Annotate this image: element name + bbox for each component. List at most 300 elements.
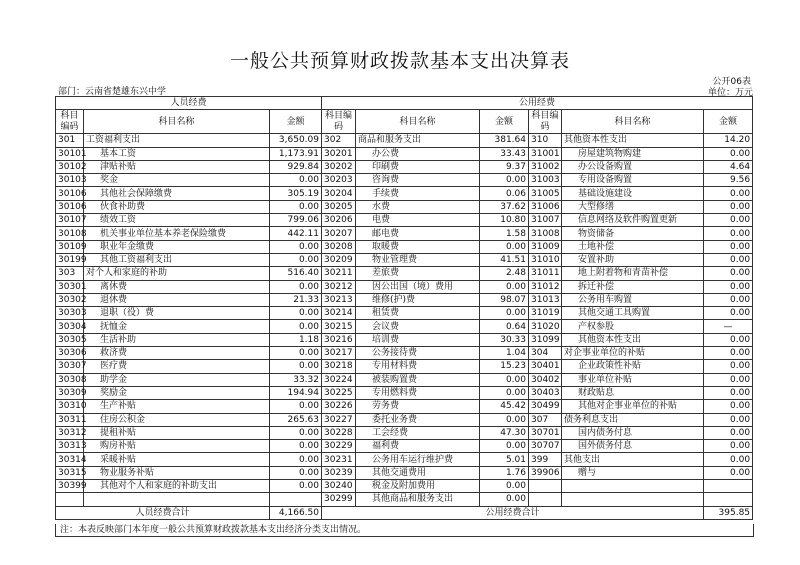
col-amount: 金额 (704, 110, 753, 134)
amount-cell: 0.00 (704, 360, 753, 373)
code-cell: 31012 (529, 280, 562, 293)
amount-cell: 45.42 (480, 400, 529, 413)
code-cell: 310 (529, 134, 562, 147)
name-cell: 其他商品和服务支出 (356, 493, 480, 506)
amount-cell: 41.51 (480, 253, 529, 266)
name-cell: 绩效工资 (84, 214, 270, 227)
table-row (56, 320, 753, 333)
totals-row (56, 506, 753, 519)
table-row (56, 426, 753, 439)
amount-cell: 33.43 (480, 147, 529, 160)
amount-cell: 1.04 (480, 347, 529, 360)
name-cell: 工会经费 (356, 426, 480, 439)
amount-cell: 0.00 (704, 333, 753, 346)
col-code: 科目编码 (56, 110, 84, 134)
amount-cell: 0.00 (270, 347, 322, 360)
code-cell: 30199 (56, 253, 84, 266)
code-cell: 30211 (322, 267, 356, 280)
amount-cell: 1,173.91 (270, 147, 322, 160)
code-cell: 30240 (322, 480, 356, 493)
name-cell (562, 480, 704, 493)
amount-cell: 0.00 (704, 400, 753, 413)
code-cell: 30213 (322, 293, 356, 306)
amount-cell: 0.00 (704, 440, 753, 453)
name-cell: 咨询费 (356, 174, 480, 187)
table-row (56, 373, 753, 386)
name-cell: 房屋建筑物购建 (562, 147, 704, 160)
name-cell: 因公出国（境）费用 (356, 280, 480, 293)
code-cell: 303 (56, 267, 84, 280)
code-cell: 30103 (56, 174, 84, 187)
col-amount: 金额 (480, 110, 529, 134)
code-cell: 30224 (322, 373, 356, 386)
name-cell: 维修(护)费 (356, 293, 480, 306)
public-header: 公用经费 (322, 97, 753, 110)
code-cell: 30225 (322, 386, 356, 399)
code-cell: 30499 (529, 400, 562, 413)
name-cell: 工资福利支出 (84, 134, 270, 147)
table-row (56, 227, 753, 240)
amount-cell: 0.00 (704, 200, 753, 213)
amount-cell: 0.00 (480, 373, 529, 386)
table-row (56, 386, 753, 399)
footnote: 注：本表反映部门本年度一般公共预算财政拨款基本支出经济分类支出情况。 (55, 524, 754, 537)
code-cell: 30304 (56, 320, 84, 333)
name-cell: 国外债务付息 (562, 440, 704, 453)
code-cell: 30301 (56, 280, 84, 293)
name-cell: 商品和服务支出 (356, 134, 480, 147)
amount-cell: 381.64 (480, 134, 529, 147)
code-cell: 30218 (322, 360, 356, 373)
name-cell: 物资储备 (562, 227, 704, 240)
name-cell: 地上附着物和青苗补偿 (562, 267, 704, 280)
amount-cell: 0.00 (270, 253, 322, 266)
amount-cell: 0.00 (704, 227, 753, 240)
amount-cell: 0.00 (270, 320, 322, 333)
name-cell: 退职（役）费 (84, 307, 270, 320)
code-cell: 30311 (56, 413, 84, 426)
code-cell: 399 (529, 453, 562, 466)
page-title: 一般公共预算财政拨款基本支出决算表 (229, 50, 570, 72)
code-cell: 30212 (322, 280, 356, 293)
table-row (56, 214, 753, 227)
table-row (56, 413, 753, 426)
name-cell: 奖金 (84, 174, 270, 187)
code-cell: 30313 (56, 440, 84, 453)
code-cell: 31020 (529, 320, 562, 333)
name-cell: 基础设施建设 (562, 187, 704, 200)
code-cell: 30106 (56, 200, 84, 213)
code-cell (529, 480, 562, 493)
table-row (56, 147, 753, 160)
table-row (56, 293, 753, 306)
amount-cell: 0.00 (704, 280, 753, 293)
code-cell: 31001 (529, 147, 562, 160)
amount-cell: 0.00 (704, 426, 753, 439)
code-cell: 30108 (56, 227, 84, 240)
code-cell: 30402 (529, 373, 562, 386)
table-row (56, 267, 753, 280)
code-cell: 31099 (529, 333, 562, 346)
code-cell: 30701 (529, 426, 562, 439)
code-cell: 30205 (322, 200, 356, 213)
name-cell: 专用设备购置 (562, 174, 704, 187)
amount-cell: 2.48 (480, 267, 529, 280)
code-cell: 31002 (529, 160, 562, 173)
code-cell: 30299 (322, 493, 356, 506)
code-cell: 302 (322, 134, 356, 147)
amount-cell: — (704, 320, 753, 333)
name-cell: 退休费 (84, 293, 270, 306)
name-cell: 税金及附加费用 (356, 480, 480, 493)
code-cell: 30239 (322, 466, 356, 479)
table-row (56, 453, 753, 466)
amount-cell: 929.84 (270, 160, 322, 173)
code-cell: 31019 (529, 307, 562, 320)
amount-cell: 0.00 (270, 466, 322, 479)
table-row (56, 253, 753, 266)
col-code: 科目编码 (529, 110, 562, 134)
name-cell: 机关事业单位基本养老保险缴费 (84, 227, 270, 240)
name-cell: 其他资本性支出 (562, 134, 704, 147)
code-cell: 31009 (529, 240, 562, 253)
code-cell: 30306 (56, 347, 84, 360)
name-cell: 大型修缮 (562, 200, 704, 213)
amount-cell: 0.00 (480, 280, 529, 293)
amount-cell: 0.00 (704, 253, 753, 266)
amount-cell: 14.20 (704, 134, 753, 147)
table-row (56, 493, 753, 506)
name-cell: 采暖补贴 (84, 453, 270, 466)
amount-cell: 0.00 (480, 440, 529, 453)
amount-cell: 0.00 (704, 267, 753, 280)
personnel-total-label: 人员经费合计 (56, 506, 270, 519)
code-cell: 30217 (322, 347, 356, 360)
name-cell: 其他交通工具购置 (562, 307, 704, 320)
code-cell: 31011 (529, 267, 562, 280)
amount-cell (270, 493, 322, 506)
table-row (56, 360, 753, 373)
name-cell: 赠与 (562, 466, 704, 479)
name-cell: 其他支出 (562, 453, 704, 466)
amount-cell: 33.32 (270, 373, 322, 386)
code-cell: 30101 (56, 147, 84, 160)
table-row (56, 280, 753, 293)
col-code: 科目编码 (322, 110, 356, 134)
amount-cell: 0.00 (270, 240, 322, 253)
name-cell: 印刷费 (356, 160, 480, 173)
name-cell: 提租补贴 (84, 426, 270, 439)
amount-cell: 0.00 (270, 174, 322, 187)
name-cell: 土地补偿 (562, 240, 704, 253)
amount-cell: 10.80 (480, 214, 529, 227)
code-cell: 31005 (529, 187, 562, 200)
amount-cell: 1.76 (480, 466, 529, 479)
code-cell: 30201 (322, 147, 356, 160)
code-cell: 30228 (322, 426, 356, 439)
code-cell: 30209 (322, 253, 356, 266)
code-cell: 30305 (56, 333, 84, 346)
table-row (56, 466, 753, 479)
code-cell: 30310 (56, 400, 84, 413)
expenditure-table (55, 96, 753, 520)
code-cell (56, 493, 84, 506)
name-cell: 水费 (356, 200, 480, 213)
amount-cell: 0.00 (704, 307, 753, 320)
code-cell: 30203 (322, 174, 356, 187)
name-cell: 救济费 (84, 347, 270, 360)
amount-cell: 0.00 (270, 280, 322, 293)
code-cell: 31013 (529, 293, 562, 306)
code-cell: 30216 (322, 333, 356, 346)
code-cell: 30401 (529, 360, 562, 373)
col-amount: 金额 (270, 110, 322, 134)
amount-cell: 0.00 (704, 240, 753, 253)
amount-cell: 0.64 (480, 320, 529, 333)
amount-cell: 0.00 (704, 187, 753, 200)
amount-cell: 0.00 (270, 307, 322, 320)
code-cell: 30315 (56, 466, 84, 479)
name-cell: 奖励金 (84, 386, 270, 399)
name-cell: 助学金 (84, 373, 270, 386)
name-cell: 福利费 (356, 440, 480, 453)
table-row (56, 333, 753, 346)
name-cell: 住房公积金 (84, 413, 270, 426)
table-row (56, 187, 753, 200)
amount-cell: 516.40 (270, 267, 322, 280)
name-cell: 会议费 (356, 320, 480, 333)
amount-cell (704, 493, 753, 506)
code-cell (529, 493, 562, 506)
code-cell: 30226 (322, 400, 356, 413)
amount-cell: 0.00 (704, 347, 753, 360)
code-cell: 30309 (56, 386, 84, 399)
amount-cell: 1.18 (270, 333, 322, 346)
amount-cell: 0.00 (270, 426, 322, 439)
name-cell: 专用材料费 (356, 360, 480, 373)
amount-cell: 0.00 (270, 360, 322, 373)
name-cell: 离休费 (84, 280, 270, 293)
amount-cell: 5.01 (480, 453, 529, 466)
amount-cell: 0.00 (480, 493, 529, 506)
name-cell: 其他对企事业单位的补贴 (562, 400, 704, 413)
amount-cell: 9.56 (704, 174, 753, 187)
amount-cell: 1.58 (480, 227, 529, 240)
name-cell: 其他交通费用 (356, 466, 480, 479)
code-cell: 31006 (529, 200, 562, 213)
unit-label: 单位：万元 (707, 88, 753, 98)
amount-cell: 15.23 (480, 360, 529, 373)
name-cell: 手续费 (356, 187, 480, 200)
code-cell: 30403 (529, 386, 562, 399)
amount-cell: 0.00 (704, 214, 753, 227)
amount-cell: 98.07 (480, 293, 529, 306)
name-cell: 其他对个人和家庭的补助支出 (84, 480, 270, 493)
code-cell: 307 (529, 413, 562, 426)
name-cell: 其他资本性支出 (562, 333, 704, 346)
amount-cell: 4.64 (704, 160, 753, 173)
table-row (56, 480, 753, 493)
code-cell: 30204 (322, 187, 356, 200)
amount-cell: 37.62 (480, 200, 529, 213)
table-row (56, 240, 753, 253)
name-cell: 对个人和家庭的补助 (84, 267, 270, 280)
name-cell: 企业政策性补贴 (562, 360, 704, 373)
amount-cell: 0.00 (270, 400, 322, 413)
code-cell: 30308 (56, 373, 84, 386)
code-cell: 30107 (56, 214, 84, 227)
name-cell: 被装购置费 (356, 373, 480, 386)
code-cell: 30109 (56, 240, 84, 253)
name-cell: 公务用车运行维护费 (356, 453, 480, 466)
name-cell: 伙食补助费 (84, 200, 270, 213)
name-cell: 委托业务费 (356, 413, 480, 426)
amount-cell: 47.30 (480, 426, 529, 439)
code-cell: 30302 (56, 293, 84, 306)
name-cell: 其他工资福利支出 (84, 253, 270, 266)
code-cell: 30312 (56, 426, 84, 439)
amount-cell: 0.00 (480, 307, 529, 320)
name-cell: 对企事业单位的补贴 (562, 347, 704, 360)
amount-cell: 0.00 (704, 386, 753, 399)
name-cell: 电费 (356, 214, 480, 227)
code-cell: 39906 (529, 466, 562, 479)
code-cell: 30206 (322, 214, 356, 227)
name-cell: 取暖费 (356, 240, 480, 253)
name-cell: 医疗费 (84, 360, 270, 373)
code-cell: 30229 (322, 440, 356, 453)
name-cell: 津贴补贴 (84, 160, 270, 173)
amount-cell: 0.00 (480, 386, 529, 399)
table-row (56, 307, 753, 320)
code-cell: 304 (529, 347, 562, 360)
name-cell: 办公费 (356, 147, 480, 160)
amount-cell: 0.00 (704, 293, 753, 306)
name-cell: 安置补助 (562, 253, 704, 266)
amount-cell: 0.00 (704, 373, 753, 386)
amount-cell: 3,650.09 (270, 134, 322, 147)
name-cell: 物业服务补贴 (84, 466, 270, 479)
amount-cell: 0.00 (704, 147, 753, 160)
name-cell: 财政贴息 (562, 386, 704, 399)
name-cell: 拆迁补偿 (562, 280, 704, 293)
table-row (56, 440, 753, 453)
amount-cell: 0.00 (270, 200, 322, 213)
code-cell: 30214 (322, 307, 356, 320)
name-cell: 生产补贴 (84, 400, 270, 413)
name-cell: 事业单位补贴 (562, 373, 704, 386)
name-cell: 抚恤金 (84, 320, 270, 333)
name-cell: 生活补助 (84, 333, 270, 346)
name-cell: 物业管理费 (356, 253, 480, 266)
amount-cell: 194.94 (270, 386, 322, 399)
amount-cell (704, 480, 753, 493)
name-cell: 劳务费 (356, 400, 480, 413)
col-name: 科目名称 (356, 110, 480, 134)
table-row (56, 134, 753, 147)
public-total-value: 395.85 (704, 506, 753, 519)
code-cell: 30215 (322, 320, 356, 333)
code-cell: 30399 (56, 480, 84, 493)
table-row (56, 160, 753, 173)
code-cell: 30707 (529, 440, 562, 453)
table-row (56, 200, 753, 213)
amount-cell: 9.37 (480, 160, 529, 173)
name-cell: 专用燃料费 (356, 386, 480, 399)
code-cell: 31007 (529, 214, 562, 227)
name-cell: 基本工资 (84, 147, 270, 160)
amount-cell: 265.63 (270, 413, 322, 426)
amount-cell: 0.00 (704, 413, 753, 426)
amount-cell: 305.19 (270, 187, 322, 200)
code-cell: 30106 (56, 187, 84, 200)
form-number: 公开06表 (712, 77, 751, 87)
table-row (56, 347, 753, 360)
table-row (56, 174, 753, 187)
name-cell: 公务接待费 (356, 347, 480, 360)
amount-cell: 0.00 (704, 466, 753, 479)
amount-cell: 0.00 (480, 413, 529, 426)
name-cell: 差旅费 (356, 267, 480, 280)
code-cell: 30227 (322, 413, 356, 426)
name-cell: 其他社会保障缴费 (84, 187, 270, 200)
col-name: 科目名称 (562, 110, 704, 134)
name-cell: 公务用车购置 (562, 293, 704, 306)
name-cell: 信息网络及软件购置更新 (562, 214, 704, 227)
code-cell: 31010 (529, 253, 562, 266)
name-cell: 国内债务付息 (562, 426, 704, 439)
code-cell: 30314 (56, 453, 84, 466)
public-total-label: 公用经费合计 (322, 506, 704, 519)
amount-cell: 0.00 (270, 480, 322, 493)
amount-cell: 0.00 (480, 480, 529, 493)
personnel-header: 人员经费 (56, 97, 322, 110)
code-cell: 301 (56, 134, 84, 147)
name-cell (562, 493, 704, 506)
name-cell (84, 493, 270, 506)
col-name: 科目名称 (84, 110, 270, 134)
table-row (56, 400, 753, 413)
code-cell: 31003 (529, 174, 562, 187)
code-cell: 30303 (56, 307, 84, 320)
name-cell: 租赁费 (356, 307, 480, 320)
code-cell: 30207 (322, 227, 356, 240)
amount-cell: 0.00 (270, 440, 322, 453)
code-cell: 30231 (322, 453, 356, 466)
code-cell: 30102 (56, 160, 84, 173)
personnel-total-value: 4,166.50 (270, 506, 322, 519)
department-label: 部门：云南省楚雄东兴中学 (58, 87, 167, 97)
amount-cell: 799.06 (270, 214, 322, 227)
code-cell: 30307 (56, 360, 84, 373)
amount-cell: 0.06 (480, 187, 529, 200)
amount-cell: 0.00 (480, 174, 529, 187)
amount-cell: 21.33 (270, 293, 322, 306)
amount-cell: 442.11 (270, 227, 322, 240)
amount-cell: 0.00 (270, 453, 322, 466)
amount-cell: 0.00 (704, 453, 753, 466)
code-cell: 30202 (322, 160, 356, 173)
name-cell: 购房补贴 (84, 440, 270, 453)
name-cell: 邮电费 (356, 227, 480, 240)
code-cell: 30208 (322, 240, 356, 253)
code-cell: 31008 (529, 227, 562, 240)
name-cell: 职业年金缴费 (84, 240, 270, 253)
name-cell: 产权参股 (562, 320, 704, 333)
name-cell: 债务利息支出 (562, 413, 704, 426)
amount-cell: 0.00 (480, 240, 529, 253)
name-cell: 培训费 (356, 333, 480, 346)
